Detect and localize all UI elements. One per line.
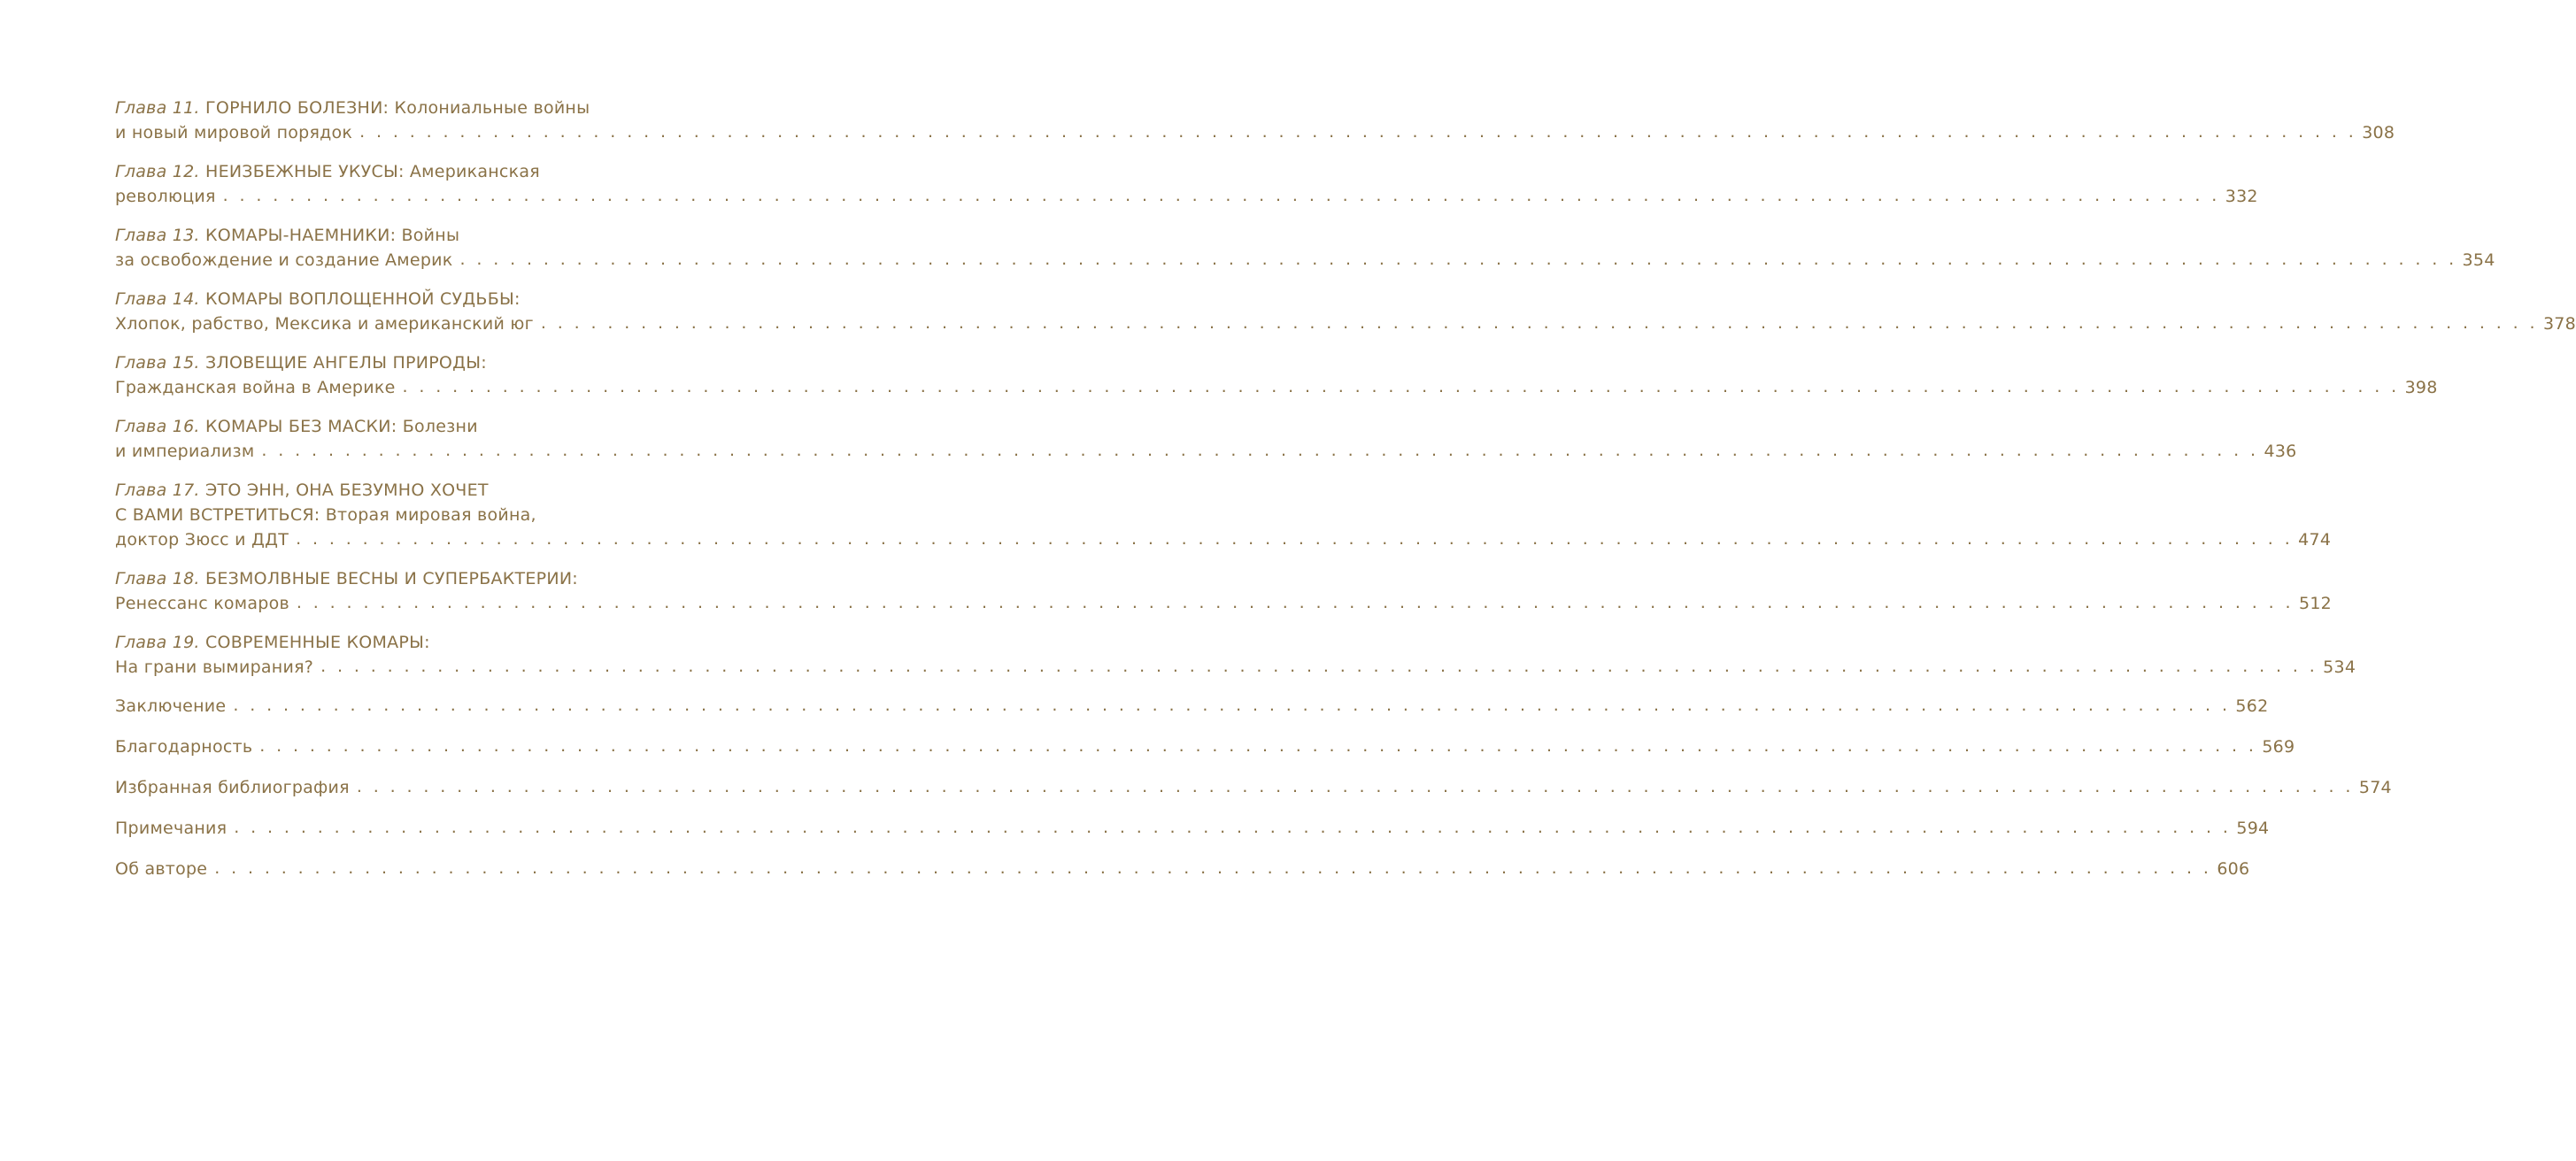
dot-leader: . . . . . . . . . . . . . . . . . . . . . . . . . . . . . . . . . . . . . . . . . . . . . . . . . . . . . . . . . . . . . . . . . . . . . . . . . . . . . . . . . . . . . . . . . . . . . . . . . . . . . . . . . . . . . . . . . . . . . . . . [259, 736, 2257, 756]
chapter-number: Глава 12. [115, 162, 200, 181]
dot-leader: . . . . . . . . . . . . . . . . . . . . . . . . . . . . . . . . . . . . . . . . . . . . . . . . . . . . . . . . . . . . . . . . . . . . . . . . . . . . . . . . . . . . . . . . . . . . . . . . . . . . . . . . . . . . . . . . . . . . . . . . [296, 529, 2294, 549]
dot-leader: . . . . . . . . . . . . . . . . . . . . . . . . . . . . . . . . . . . . . . . . . . . . . . . . . . . . . . . . . . . . . . . . . . . . . . . . . . . . . . . . . . . . . . . . . . . . . . . . . . . . . . . . . . . . . . . . . . . . . . . . [459, 250, 2457, 269]
page-number: 332 [2225, 187, 2258, 206]
chapter-title-line: КОМАРЫ-НАЕМНИКИ: Войны [205, 226, 460, 245]
page-number: 569 [2262, 737, 2295, 757]
page-number: 308 [2362, 123, 2395, 142]
page-number: 354 [2462, 250, 2495, 270]
chapter-title-line: С ВАМИ ВСТРЕТИТЬСЯ: Вторая мировая война, [115, 505, 536, 525]
table-of-contents [115, 96, 2576, 897]
dot-leader: . . . . . . . . . . . . . . . . . . . . . . . . . . . . . . . . . . . . . . . . . . . . . . . . . . . . . . . . . . . . . . . . . . . . . . . . . . . . . . . . . . . . . . . . . . . . . . . . . . . . . . . . . . . . . . . . . . . . . . . . [214, 858, 2212, 878]
entry-title: Заключение [115, 696, 227, 716]
toc-entry-chapter-19 [115, 630, 2356, 680]
dot-leader: . . . . . . . . . . . . . . . . . . . . . . . . . . . . . . . . . . . . . . . . . . . . . . . . . . . . . . . . . . . . . . . . . . . . . . . . . . . . . . . . . . . . . . . . . . . . . . . . . . . . . . . . . . . . . . . . . . . . . . . . [261, 441, 2259, 460]
page-number: 398 [2404, 378, 2438, 397]
page-number: 606 [2217, 859, 2250, 879]
toc-entry-about-author [115, 857, 2250, 881]
chapter-title-line: ГОРНИЛО БОЛЕЗНИ: Колониальные войны [205, 98, 590, 118]
entry-title: Об авторе [115, 859, 208, 879]
chapter-title-line: ЭТО ЭНН, ОНА БЕЗУМНО ХОЧЕТ [205, 481, 489, 500]
toc-entry-bibliography [115, 775, 2392, 800]
toc-entry-conclusion [115, 694, 2269, 719]
dot-leader: . . . . . . . . . . . . . . . . . . . . . . . . . . . . . . . . . . . . . . . . . . . . . . . . . . . . . . . . . . . . . . . . . . . . . . . . . . . . . . . . . . . . . . . . . . . . . . . . . . . . . . . . . . . . . . . . . . . . . . . . [356, 777, 2354, 796]
dot-leader: . . . . . . . . . . . . . . . . . . . . . . . . . . . . . . . . . . . . . . . . . . . . . . . . . . . . . . . . . . . . . . . . . . . . . . . . . . . . . . . . . . . . . . . . . . . . . . . . . . . . . . . . . . . . . . . . . . . . . . . . [234, 818, 2232, 837]
entry-title: Избранная библиография [115, 778, 350, 797]
page-number: 512 [2298, 594, 2332, 613]
chapter-title-last-line: доктор Зюсс и ДДТ [115, 530, 289, 550]
chapter-number: Глава 19. [115, 633, 200, 652]
dot-leader: . . . . . . . . . . . . . . . . . . . . . . . . . . . . . . . . . . . . . . . . . . . . . . . . . . . . . . . . . . . . . . . . . . . . . . . . . . . . . . . . . . . . . . . . . . . . . . . . . . . . . . . . . . . . . . . . . . . . . . . . [222, 186, 2220, 205]
chapter-title-last-line: и империализм [115, 442, 255, 461]
toc-entry-chapter-11 [115, 96, 2395, 145]
chapter-title-line: БЕЗМОЛВНЫЕ ВЕСНЫ И СУПЕРБАКТЕРИИ: [205, 569, 578, 588]
page-number: 474 [2298, 530, 2332, 550]
toc-entry-notes [115, 816, 2270, 841]
toc-entry-chapter-15 [115, 350, 2438, 400]
toc-entry-chapter-12 [115, 159, 2258, 209]
chapter-title-line: КОМАРЫ БЕЗ МАСКИ: Болезни [205, 417, 478, 436]
dot-leader: . . . . . . . . . . . . . . . . . . . . . . . . . . . . . . . . . . . . . . . . . . . . . . . . . . . . . . . . . . . . . . . . . . . . . . . . . . . . . . . . . . . . . . . . . . . . . . . . . . . . . . . . . . . . . . . . . . . . . . . . [296, 593, 2294, 612]
toc-entry-chapter-16 [115, 414, 2297, 464]
page-number: 378 [2542, 314, 2576, 334]
chapter-number: Глава 17. [115, 481, 200, 500]
dot-leader: . . . . . . . . . . . . . . . . . . . . . . . . . . . . . . . . . . . . . . . . . . . . . . . . . . . . . . . . . . . . . . . . . . . . . . . . . . . . . . . . . . . . . . . . . . . . . . . . . . . . . . . . . . . . . . . . . . . . . . . . [540, 313, 2538, 333]
chapter-title-line: НЕИЗБЕЖНЫЕ УКУСЫ: Американская [205, 162, 540, 181]
chapter-number: Глава 18. [115, 569, 200, 588]
toc-entry-chapter-13 [115, 223, 2495, 273]
chapter-title-last-line: Ренессанс комаров [115, 594, 289, 613]
page-number: 534 [2323, 657, 2356, 677]
chapter-number: Глава 11. [115, 98, 200, 118]
chapter-title-last-line: Гражданская война в Америке [115, 378, 396, 397]
chapter-number: Глава 16. [115, 417, 200, 436]
chapter-number: Глава 15. [115, 353, 200, 373]
page-number: 574 [2358, 778, 2392, 797]
chapter-title-last-line: за освобождение и создание Америк [115, 250, 453, 270]
chapter-title-line: КОМАРЫ ВОПЛОЩЕННОЙ СУДЬБЫ: [205, 289, 521, 309]
dot-leader: . . . . . . . . . . . . . . . . . . . . . . . . . . . . . . . . . . . . . . . . . . . . . . . . . . . . . . . . . . . . . . . . . . . . . . . . . . . . . . . . . . . . . . . . . . . . . . . . . . . . . . . . . . . . . . . . . . . . . . . . [233, 696, 2231, 715]
entry-title: Благодарность [115, 737, 253, 757]
entry-title: Примечания [115, 819, 228, 838]
page-number: 562 [2235, 696, 2269, 716]
page-number: 436 [2264, 442, 2297, 461]
chapter-title-last-line: революция [115, 187, 216, 206]
toc-entry-chapter-17 [115, 478, 2332, 552]
chapter-title-line: ЗЛОВЕЩИЕ АНГЕЛЫ ПРИРОДЫ: [205, 353, 487, 373]
toc-entry-acknowledgements [115, 734, 2295, 759]
toc-entry-chapter-14 [115, 287, 2576, 336]
chapter-title-last-line: На грани вымирания? [115, 657, 314, 677]
dot-leader: . . . . . . . . . . . . . . . . . . . . . . . . . . . . . . . . . . . . . . . . . . . . . . . . . . . . . . . . . . . . . . . . . . . . . . . . . . . . . . . . . . . . . . . . . . . . . . . . . . . . . . . . . . . . . . . . . . . . . . . . [359, 122, 2357, 142]
chapter-title-line: СОВРЕМЕННЫЕ КОМАРЫ: [205, 633, 430, 652]
chapter-title-last-line: и новый мировой порядок [115, 123, 353, 142]
chapter-number: Глава 13. [115, 226, 200, 245]
chapter-number: Глава 14. [115, 289, 200, 309]
dot-leader: . . . . . . . . . . . . . . . . . . . . . . . . . . . . . . . . . . . . . . . . . . . . . . . . . . . . . . . . . . . . . . . . . . . . . . . . . . . . . . . . . . . . . . . . . . . . . . . . . . . . . . . . . . . . . . . . . . . . . . . . [320, 657, 2318, 676]
toc-entry-chapter-18 [115, 566, 2332, 616]
dot-leader: . . . . . . . . . . . . . . . . . . . . . . . . . . . . . . . . . . . . . . . . . . . . . . . . . . . . . . . . . . . . . . . . . . . . . . . . . . . . . . . . . . . . . . . . . . . . . . . . . . . . . . . . . . . . . . . . . . . . . . . . [402, 377, 2400, 396]
chapter-title-last-line: Хлопок, рабство, Мексика и американский юг [115, 314, 534, 334]
page-number: 594 [2236, 819, 2270, 838]
